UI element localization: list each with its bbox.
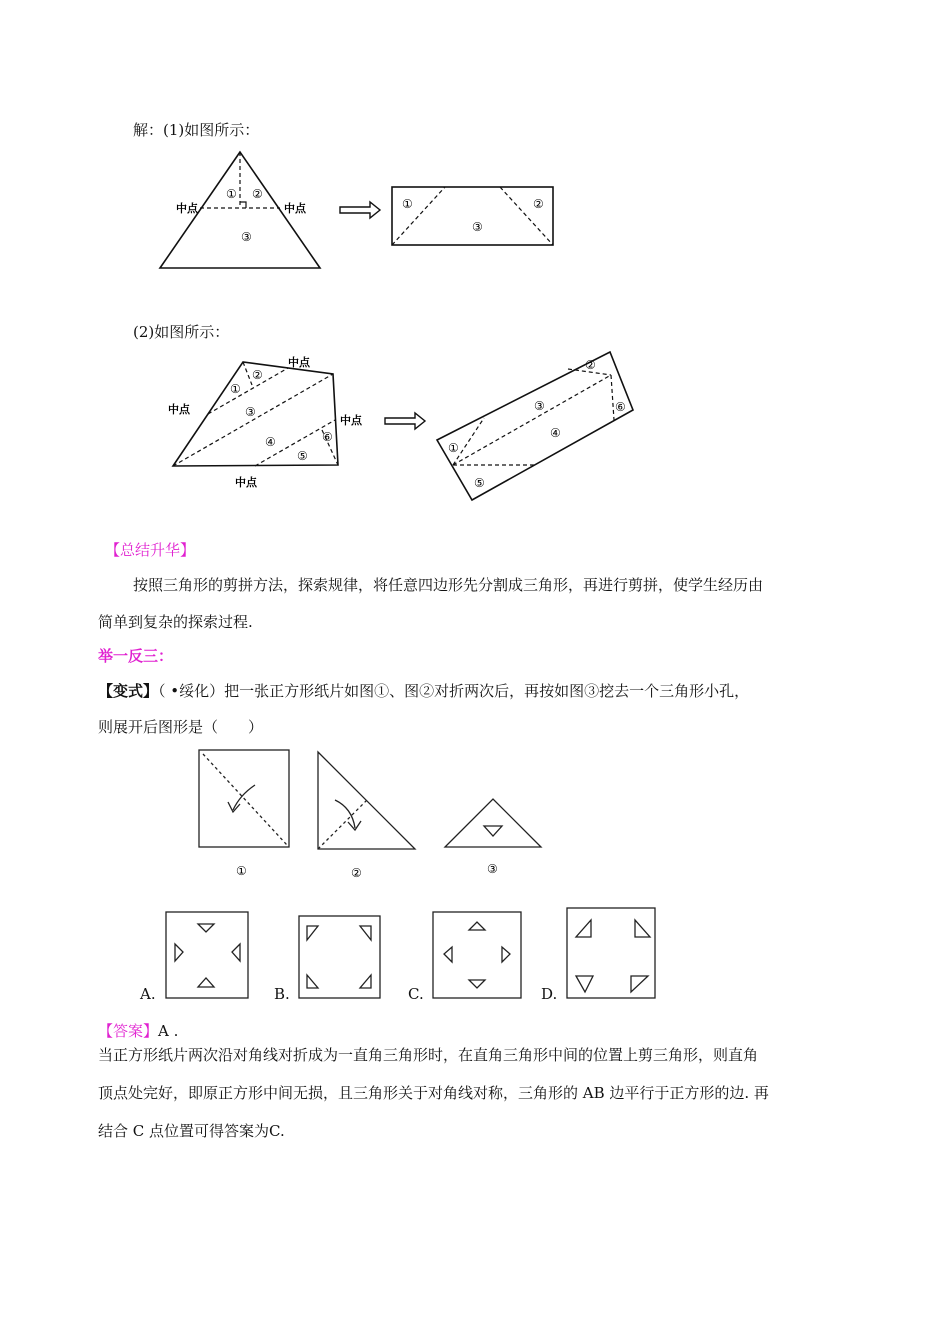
answer-explanation-line: 当正方形纸片两次沿对角线对折成为一直角三角形时，在直角三角形中间的位置上剪三角形，则直角 — [98, 1046, 759, 1064]
midpoint-label: 中点 — [235, 476, 257, 489]
region-label: ② — [585, 358, 596, 372]
option-d-label: D. — [541, 985, 558, 1003]
region-label: ② — [252, 187, 263, 201]
region-label: ① — [230, 382, 241, 396]
region-label: ② — [533, 197, 544, 211]
midpoint-label: 中点 — [168, 403, 190, 416]
fold-figures — [199, 750, 541, 849]
figure-label: ② — [351, 866, 362, 880]
figure-label: ③ — [487, 862, 498, 876]
option-b-label: B. — [274, 985, 290, 1003]
region-label: ③ — [472, 220, 483, 234]
summary-text-line: 按照三角形的剪拼方法，探索规律，将任意四边形先分割成三角形，再进行剪拼，使学生经历由 — [133, 576, 764, 594]
figure-rotated-rectangle — [437, 352, 633, 500]
region-label: ③ — [241, 230, 252, 244]
figure-rectangle — [392, 187, 553, 245]
question-text: （ •绥化）把一张正方形纸片如图①、图②对折两次后，再按如图③挖去一个三角形小孔， — [158, 682, 750, 700]
region-label: ① — [226, 187, 237, 201]
region-label: ⑥ — [322, 430, 333, 444]
region-label: ② — [252, 368, 263, 382]
answer-line — [98, 1022, 178, 1040]
region-label: ⑥ — [615, 400, 626, 414]
region-label: ④ — [265, 435, 276, 449]
figure-label: ① — [236, 864, 247, 878]
midpoint-label: 中点 — [176, 202, 198, 215]
option-a-label: A. — [140, 985, 156, 1003]
arrow-icon — [340, 202, 425, 429]
solution-part2: (2)如图所示： — [133, 323, 230, 341]
midpoint-label: 中点 — [288, 356, 310, 369]
summary-heading: 【总结升华】 — [105, 541, 196, 559]
region-label: ⑤ — [297, 449, 308, 463]
variant-label: 【变式】 — [98, 682, 159, 700]
region-label: ① — [448, 441, 459, 455]
question-text-line: 则展开后图形是（ ） — [98, 718, 264, 736]
midpoint-label: 中点 — [284, 202, 306, 215]
region-label: ③ — [534, 399, 545, 413]
answer-value: A . — [158, 1022, 179, 1040]
solution-part1: 解：(1)如图所示： — [133, 121, 260, 139]
option-c-label: C. — [408, 985, 424, 1003]
practice-question — [98, 682, 749, 700]
answer-explanation-line: 顶点处完好，即原正方形中间无损，且三角形关于对角线对称，三角形的 AB 边平行于正方形的边. 再 — [98, 1084, 769, 1102]
practice-heading: 举一反三： — [98, 647, 174, 665]
answer-explanation-line: 结合 C 点位置可得答案为C. — [98, 1122, 285, 1140]
region-label: ④ — [550, 426, 561, 440]
region-label: ⑤ — [474, 476, 485, 490]
summary-text-line: 简单到复杂的探索过程. — [98, 613, 253, 631]
answer-label: 【答案】 — [98, 1022, 159, 1040]
region-label: ③ — [245, 405, 256, 419]
midpoint-label: 中点 — [340, 414, 362, 427]
region-label: ① — [402, 197, 413, 211]
